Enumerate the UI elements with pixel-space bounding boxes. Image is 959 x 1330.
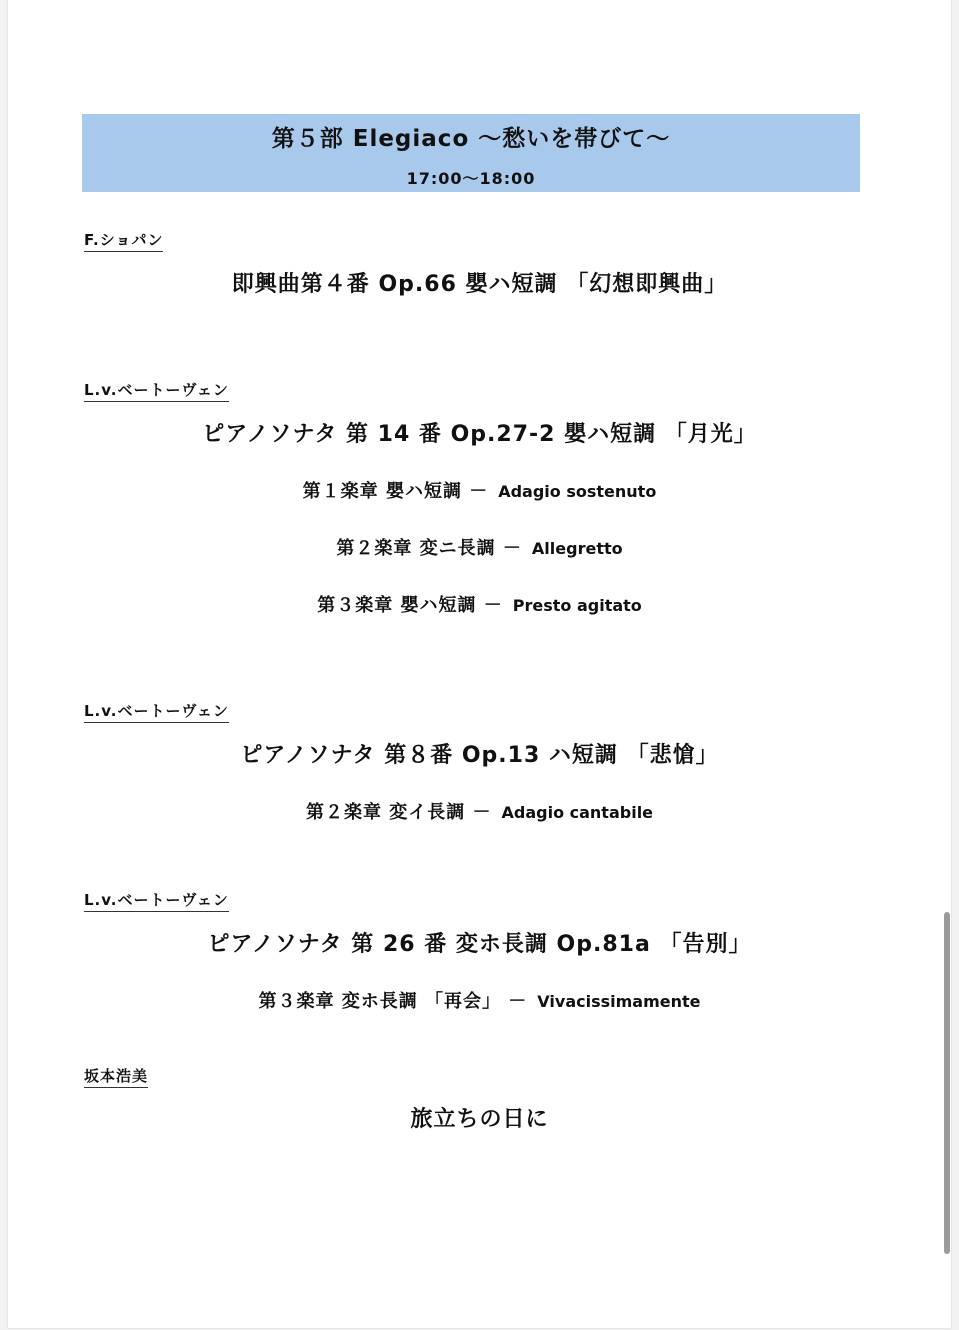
work-title: ピアノソナタ 第８番 Op.13 ハ短調 「悲愴」 [240, 743, 719, 768]
movement-line [0, 591, 959, 617]
work-title: ピアノソナタ 第 14 番 Op.27-2 嬰ハ短調 「月光」 [202, 422, 757, 447]
movement-tempo: Presto agitato [512, 596, 642, 615]
movement-jp: 第３楽章 変ホ長調 「再会」 － [258, 991, 528, 1012]
composer-name: F.ショパン [84, 229, 163, 252]
section-title: 第５部 Elegiaco ～愁いを帯びて～ [271, 126, 671, 152]
work-title: ピアノソナタ 第 26 番 変ホ長調 Op.81a 「告別」 [207, 932, 752, 957]
movement-jp: 第３楽章 嬰ハ短調 － [317, 595, 503, 616]
section-header [82, 114, 860, 192]
movement-tempo: Adagio sostenuto [498, 482, 657, 501]
section-time: 17:00～18:00 [406, 169, 536, 188]
composer-name: L.v.ベートーヴェン [84, 700, 229, 723]
movement-tempo: Allegretto [531, 539, 623, 558]
movement-line [0, 987, 959, 1013]
work-title: 旅立ちの日に [410, 1107, 549, 1132]
composer-name: 坂本浩美 [84, 1065, 148, 1088]
work-title: 即興曲第４番 Op.66 嬰ハ短調 「幻想即興曲」 [231, 272, 728, 297]
movement-jp: 第２楽章 変イ長調 － [305, 802, 492, 823]
scrollbar[interactable] [944, 912, 950, 1254]
movement-line [0, 798, 959, 824]
composer-name: L.v.ベートーヴェン [84, 379, 229, 402]
movement-tempo: Vivacissimamente [537, 992, 701, 1011]
movement-line [0, 534, 959, 560]
movement-jp: 第１楽章 嬰ハ短調 － [302, 481, 489, 502]
movement-jp: 第２楽章 変ニ長調 － [336, 538, 522, 559]
composer-name: L.v.ベートーヴェン [84, 889, 229, 912]
movement-tempo: Adagio cantabile [501, 803, 654, 822]
movement-line [0, 477, 959, 503]
